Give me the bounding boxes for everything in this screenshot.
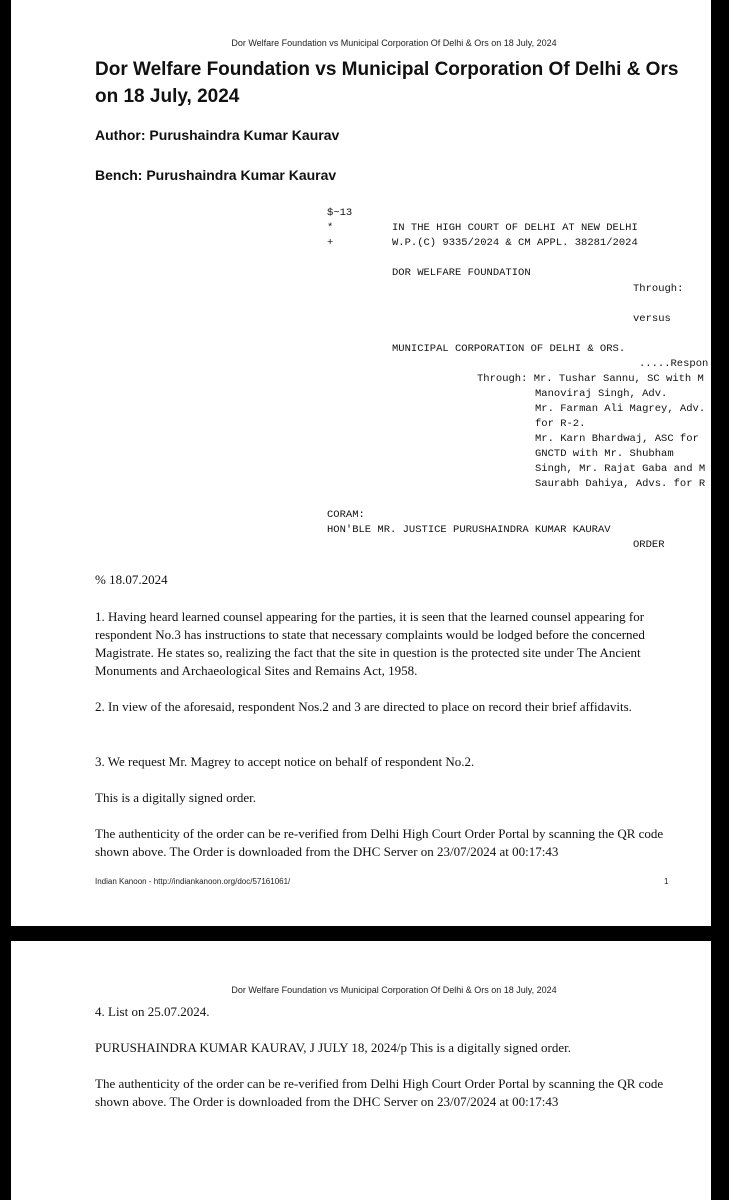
author-line: Author: Purushaindra Kumar Kaurav: [95, 127, 340, 143]
counsel-line-4: for R-2.: [535, 418, 586, 430]
authenticity-note: The authenticity of the order can be re-verified from Delhi High Court Order Portal by scanning the QR code shown above. The Order is downloaded from the DHC Server on 23/07/2024 at 00:17:43: [95, 826, 664, 859]
document-page-2: [11, 941, 711, 1200]
paragraph-3: 3. We request Mr. Magrey to accept notice on behalf of respondent No.2.: [95, 754, 475, 769]
running-header: Dor Welfare Foundation vs Municipal Corporation Of Delhi & Ors on 18 July, 2024: [231, 38, 557, 48]
court-name: IN THE HIGH COURT OF DELHI AT NEW DELHI: [392, 222, 638, 234]
coram-label: CORAM:: [327, 509, 365, 521]
petitioner-name: DOR WELFARE FOUNDATION: [392, 267, 531, 279]
counsel-line-2: Manoviraj Singh, Adv.: [535, 388, 668, 400]
page-number: 1: [664, 877, 669, 886]
page-title: [95, 56, 695, 110]
plus-marker: +: [327, 237, 334, 249]
counsel-line-8: Saurabh Dahiya, Advs. for R: [535, 478, 706, 490]
respondent-name: MUNICIPAL CORPORATION OF DELHI & ORS.: [392, 343, 626, 355]
serial-marker: $~13: [327, 207, 353, 219]
order-date: % 18.07.2024: [95, 572, 168, 587]
title-line-2: on 18 July, 2024: [95, 86, 240, 107]
authenticity-note: The authenticity of the order can be re-verified from Delhi High Court Order Portal by scanning the QR code shown above. The Order is downloaded from the DHC Server on 23/07/2024 at 00:17:43: [95, 1076, 664, 1109]
counsel-line-7: Singh, Mr. Rajat Gaba and M: [535, 463, 706, 475]
signature-line: PURUSHAINDRA KUMAR KAURAV, J JULY 18, 2024/p This is a digitally signed order.: [95, 1040, 571, 1055]
paragraph-2: 2. In view of the aforesaid, respondent Nos.2 and 3 are directed to place on record their brief affidavits.: [95, 699, 632, 714]
through-label: Through:: [633, 283, 684, 295]
source-link[interactable]: Indian Kanoon - http://indiankanoon.org/doc/57161061/: [95, 877, 291, 886]
counsel-line-5: Mr. Karn Bhardwaj, ASC for: [535, 433, 699, 445]
order-heading: ORDER: [633, 539, 665, 551]
running-header: Dor Welfare Foundation vs Municipal Corporation Of Delhi & Ors on 18 July, 2024: [231, 985, 557, 995]
case-number: W.P.(C) 9335/2024 & CM APPL. 38281/2024: [392, 237, 638, 249]
counsel-line-1: Through: Mr. Tushar Sannu, SC with M: [477, 373, 704, 385]
paragraph-4: 4. List on 25.07.2024.: [95, 1004, 210, 1019]
judge-name: HON'BLE MR. JUSTICE PURUSHAINDRA KUMAR KAURAV: [327, 524, 611, 536]
respondent-tag: .....Respon: [639, 358, 709, 370]
signed-note: This is a digitally signed order.: [95, 790, 257, 805]
counsel-line-6: GNCTD with Mr. Shubham: [535, 448, 674, 460]
paragraph-1: 1. Having heard learned counsel appearing for the parties, it is seen that the learned counsel appearing for respondent No.3 has instructions to state that necessary complaints would be lodged before the concerned Magistrate. He states so, realizing the fact that the site in question is the protected site under The Ancient Monuments and Archaeological Sites and Remains Act, 1958.: [95, 609, 645, 678]
star-marker: *: [327, 222, 334, 234]
document-page-1: [11, 0, 711, 926]
bench-line: Bench: Purushaindra Kumar Kaurav: [95, 167, 337, 183]
title-line-1: Dor Welfare Foundation vs Municipal Corporation Of Delhi & Ors: [95, 59, 679, 80]
versus-label: versus: [633, 313, 671, 325]
counsel-line-3: Mr. Farman Ali Magrey, Adv.: [535, 403, 706, 415]
